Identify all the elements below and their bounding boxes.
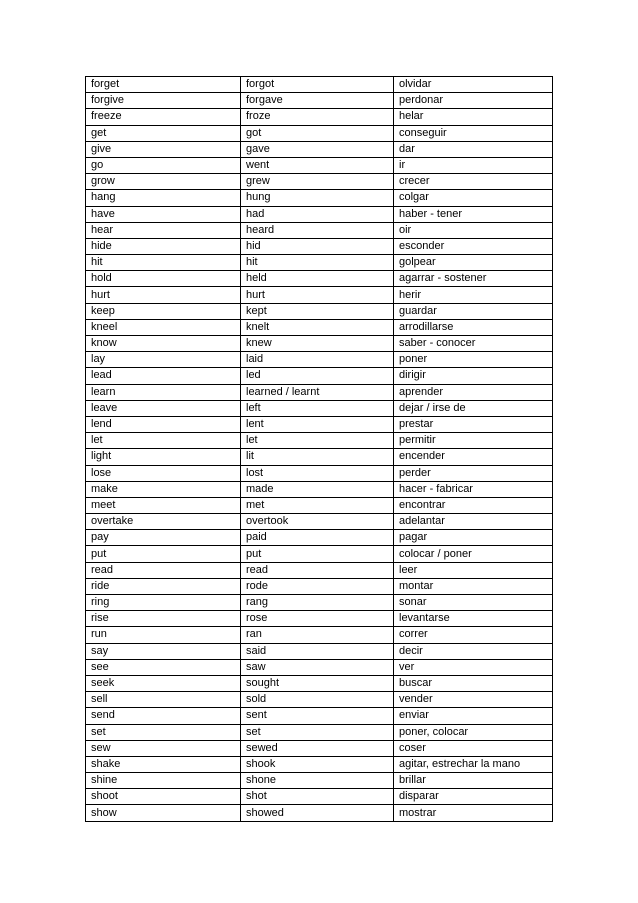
past-simple-cell: shone — [241, 773, 394, 789]
translation-cell: encontrar — [394, 497, 553, 513]
past-simple-cell: hid — [241, 238, 394, 254]
table-row — [86, 77, 553, 93]
infinitive-cell: lend — [86, 416, 241, 432]
infinitive-cell: ring — [86, 595, 241, 611]
translation-cell: haber - tener — [394, 206, 553, 222]
table-row — [86, 271, 553, 287]
past-simple-cell: sold — [241, 692, 394, 708]
infinitive-cell: pay — [86, 530, 241, 546]
table-row — [86, 659, 553, 675]
infinitive-cell: forgive — [86, 93, 241, 109]
table-row — [86, 789, 553, 805]
infinitive-cell: sew — [86, 740, 241, 756]
translation-cell: buscar — [394, 675, 553, 691]
past-simple-cell: showed — [241, 805, 394, 821]
translation-cell: ver — [394, 659, 553, 675]
past-simple-cell: sent — [241, 708, 394, 724]
infinitive-cell: hear — [86, 222, 241, 238]
translation-cell: levantarse — [394, 611, 553, 627]
table-row — [86, 562, 553, 578]
past-simple-cell: met — [241, 497, 394, 513]
table-row — [86, 125, 553, 141]
past-simple-cell: set — [241, 724, 394, 740]
verb-table — [85, 76, 553, 822]
translation-cell: perder — [394, 465, 553, 481]
translation-cell: esconder — [394, 238, 553, 254]
infinitive-cell: forget — [86, 77, 241, 93]
translation-cell: saber - conocer — [394, 336, 553, 352]
translation-cell: colocar / poner — [394, 546, 553, 562]
infinitive-cell: hurt — [86, 287, 241, 303]
table-row — [86, 416, 553, 432]
infinitive-cell: hang — [86, 190, 241, 206]
past-simple-cell: forgot — [241, 77, 394, 93]
table-row — [86, 530, 553, 546]
past-simple-cell: ran — [241, 627, 394, 643]
verb-table-body — [86, 77, 553, 822]
table-row — [86, 546, 553, 562]
infinitive-cell: say — [86, 643, 241, 659]
past-simple-cell: lost — [241, 465, 394, 481]
table-row — [86, 109, 553, 125]
past-simple-cell: heard — [241, 222, 394, 238]
translation-cell: hacer - fabricar — [394, 481, 553, 497]
translation-cell: golpear — [394, 255, 553, 271]
table-row — [86, 675, 553, 691]
translation-cell: agarrar - sostener — [394, 271, 553, 287]
table-row — [86, 449, 553, 465]
infinitive-cell: run — [86, 627, 241, 643]
table-row — [86, 497, 553, 513]
past-simple-cell: hit — [241, 255, 394, 271]
past-simple-cell: held — [241, 271, 394, 287]
infinitive-cell: ride — [86, 578, 241, 594]
infinitive-cell: hit — [86, 255, 241, 271]
infinitive-cell: let — [86, 433, 241, 449]
translation-cell: dejar / irse de — [394, 400, 553, 416]
infinitive-cell: grow — [86, 174, 241, 190]
table-row — [86, 611, 553, 627]
translation-cell: coser — [394, 740, 553, 756]
table-row — [86, 643, 553, 659]
translation-cell: agitar, estrechar la mano — [394, 756, 553, 772]
infinitive-cell: freeze — [86, 109, 241, 125]
infinitive-cell: put — [86, 546, 241, 562]
translation-cell: helar — [394, 109, 553, 125]
past-simple-cell: rose — [241, 611, 394, 627]
translation-cell: prestar — [394, 416, 553, 432]
past-simple-cell: sought — [241, 675, 394, 691]
past-simple-cell: made — [241, 481, 394, 497]
translation-cell: pagar — [394, 530, 553, 546]
table-row — [86, 336, 553, 352]
infinitive-cell: lose — [86, 465, 241, 481]
table-row — [86, 708, 553, 724]
past-simple-cell: rang — [241, 595, 394, 611]
translation-cell: poner, colocar — [394, 724, 553, 740]
infinitive-cell: keep — [86, 303, 241, 319]
table-row — [86, 141, 553, 157]
translation-cell: correr — [394, 627, 553, 643]
infinitive-cell: have — [86, 206, 241, 222]
table-row — [86, 255, 553, 271]
past-simple-cell: hurt — [241, 287, 394, 303]
past-simple-cell: gave — [241, 141, 394, 157]
past-simple-cell: led — [241, 368, 394, 384]
table-row — [86, 433, 553, 449]
infinitive-cell: show — [86, 805, 241, 821]
past-simple-cell: lit — [241, 449, 394, 465]
table-row — [86, 238, 553, 254]
infinitive-cell: rise — [86, 611, 241, 627]
past-simple-cell: left — [241, 400, 394, 416]
translation-cell: enviar — [394, 708, 553, 724]
table-row — [86, 514, 553, 530]
table-row — [86, 384, 553, 400]
infinitive-cell: overtake — [86, 514, 241, 530]
infinitive-cell: shake — [86, 756, 241, 772]
infinitive-cell: seek — [86, 675, 241, 691]
table-row — [86, 190, 553, 206]
table-row — [86, 465, 553, 481]
table-row — [86, 740, 553, 756]
past-simple-cell: learned / learnt — [241, 384, 394, 400]
table-row — [86, 206, 553, 222]
infinitive-cell: shoot — [86, 789, 241, 805]
translation-cell: dar — [394, 141, 553, 157]
translation-cell: olvidar — [394, 77, 553, 93]
translation-cell: sonar — [394, 595, 553, 611]
past-simple-cell: forgave — [241, 93, 394, 109]
infinitive-cell: give — [86, 141, 241, 157]
past-simple-cell: said — [241, 643, 394, 659]
translation-cell: dirigir — [394, 368, 553, 384]
translation-cell: montar — [394, 578, 553, 594]
infinitive-cell: meet — [86, 497, 241, 513]
infinitive-cell: shine — [86, 773, 241, 789]
past-simple-cell: shook — [241, 756, 394, 772]
translation-cell: decir — [394, 643, 553, 659]
table-row — [86, 368, 553, 384]
table-row — [86, 303, 553, 319]
translation-cell: oir — [394, 222, 553, 238]
past-simple-cell: laid — [241, 352, 394, 368]
table-row — [86, 692, 553, 708]
table-row — [86, 352, 553, 368]
infinitive-cell: get — [86, 125, 241, 141]
translation-cell: brillar — [394, 773, 553, 789]
past-simple-cell: rode — [241, 578, 394, 594]
past-simple-cell: paid — [241, 530, 394, 546]
table-row — [86, 805, 553, 821]
past-simple-cell: saw — [241, 659, 394, 675]
past-simple-cell: froze — [241, 109, 394, 125]
past-simple-cell: got — [241, 125, 394, 141]
translation-cell: adelantar — [394, 514, 553, 530]
table-row — [86, 319, 553, 335]
table-row — [86, 756, 553, 772]
past-simple-cell: let — [241, 433, 394, 449]
past-simple-cell: knelt — [241, 319, 394, 335]
translation-cell: guardar — [394, 303, 553, 319]
infinitive-cell: go — [86, 157, 241, 173]
table-row — [86, 287, 553, 303]
past-simple-cell: lent — [241, 416, 394, 432]
infinitive-cell: sell — [86, 692, 241, 708]
infinitive-cell: lay — [86, 352, 241, 368]
infinitive-cell: know — [86, 336, 241, 352]
translation-cell: mostrar — [394, 805, 553, 821]
table-row — [86, 222, 553, 238]
table-row — [86, 400, 553, 416]
translation-cell: perdonar — [394, 93, 553, 109]
past-simple-cell: grew — [241, 174, 394, 190]
translation-cell: encender — [394, 449, 553, 465]
table-row — [86, 578, 553, 594]
infinitive-cell: hold — [86, 271, 241, 287]
past-simple-cell: put — [241, 546, 394, 562]
infinitive-cell: set — [86, 724, 241, 740]
translation-cell: permitir — [394, 433, 553, 449]
table-row — [86, 595, 553, 611]
infinitive-cell: make — [86, 481, 241, 497]
infinitive-cell: see — [86, 659, 241, 675]
table-row — [86, 773, 553, 789]
translation-cell: disparar — [394, 789, 553, 805]
table-row — [86, 627, 553, 643]
infinitive-cell: leave — [86, 400, 241, 416]
table-row — [86, 157, 553, 173]
table-row — [86, 174, 553, 190]
translation-cell: conseguir — [394, 125, 553, 141]
infinitive-cell: hide — [86, 238, 241, 254]
infinitive-cell: learn — [86, 384, 241, 400]
translation-cell: crecer — [394, 174, 553, 190]
past-simple-cell: shot — [241, 789, 394, 805]
past-simple-cell: read — [241, 562, 394, 578]
translation-cell: aprender — [394, 384, 553, 400]
table-row — [86, 93, 553, 109]
translation-cell: colgar — [394, 190, 553, 206]
translation-cell: herir — [394, 287, 553, 303]
infinitive-cell: light — [86, 449, 241, 465]
infinitive-cell: read — [86, 562, 241, 578]
past-simple-cell: hung — [241, 190, 394, 206]
infinitive-cell: kneel — [86, 319, 241, 335]
past-simple-cell: sewed — [241, 740, 394, 756]
translation-cell: poner — [394, 352, 553, 368]
infinitive-cell: lead — [86, 368, 241, 384]
past-simple-cell: went — [241, 157, 394, 173]
past-simple-cell: knew — [241, 336, 394, 352]
infinitive-cell: send — [86, 708, 241, 724]
past-simple-cell: had — [241, 206, 394, 222]
translation-cell: leer — [394, 562, 553, 578]
table-row — [86, 481, 553, 497]
translation-cell: arrodillarse — [394, 319, 553, 335]
translation-cell: vender — [394, 692, 553, 708]
translation-cell: ir — [394, 157, 553, 173]
table-row — [86, 724, 553, 740]
past-simple-cell: kept — [241, 303, 394, 319]
past-simple-cell: overtook — [241, 514, 394, 530]
